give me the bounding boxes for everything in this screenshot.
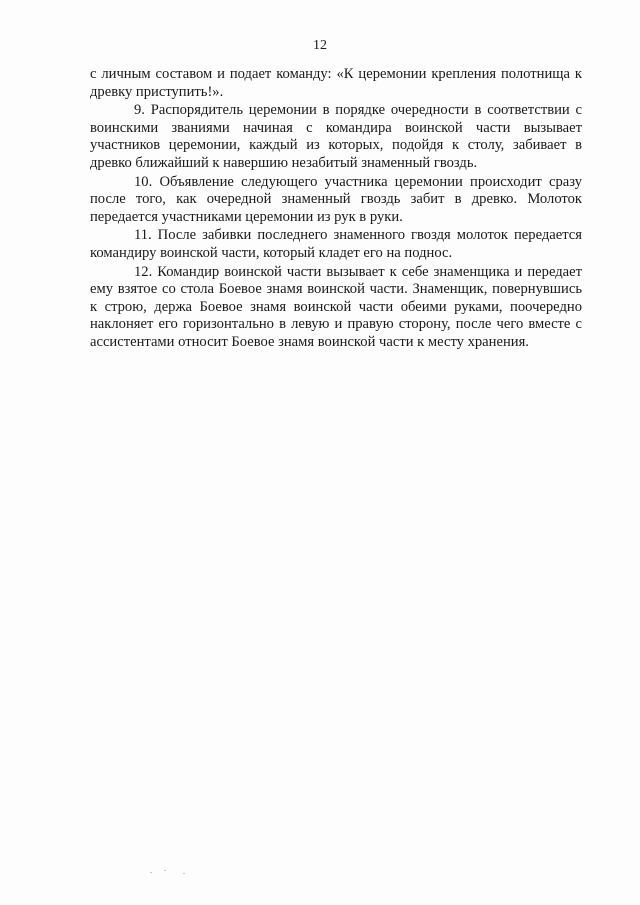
scan-speck	[183, 873, 185, 874]
paragraph-11: 11. После забивки последнего знаменного гвоздя молоток передается командиру воинской части, который кладет его на поднос.	[90, 227, 582, 261]
scan-speck	[164, 870, 166, 871]
body-text	[90, 66, 582, 353]
paragraph-9: 9. Распорядитель церемонии в порядке очередности в соответствии с воинскими званиями начиная с командира воинской части вызывает участников церемонии, каждый из которых, подойдя к столу, забивает в древко ближайший к навершию незабитый знаменный гвоздь.	[90, 102, 582, 171]
paragraph-12: 12. Командир воинской части вызывает к себе знаменщика и передает ему взятое со стола Боевое знамя воинской части. Знаменщик, повернувшись к строю, держа Боевое знамя воинской части обеими руками, поочередно наклоняет его горизонтально в левую и правую сторону, после чего вместе с ассистентами относит Боевое знамя воинской части к месту хранения.	[90, 263, 582, 350]
scan-specks	[150, 868, 210, 876]
page-number: 12	[313, 38, 327, 53]
scan-speck	[150, 872, 152, 873]
paragraph-continuation: с личным составом и подает команду: «К церемонии крепления полотнища к древку приступить!».	[90, 66, 582, 100]
paragraph-10: 10. Объявление следующего участника церемонии происходит сразу после того, как очередной знаменный гвоздь забит в древко. Молоток передается участниками церемонии из рук в руки.	[90, 173, 582, 225]
